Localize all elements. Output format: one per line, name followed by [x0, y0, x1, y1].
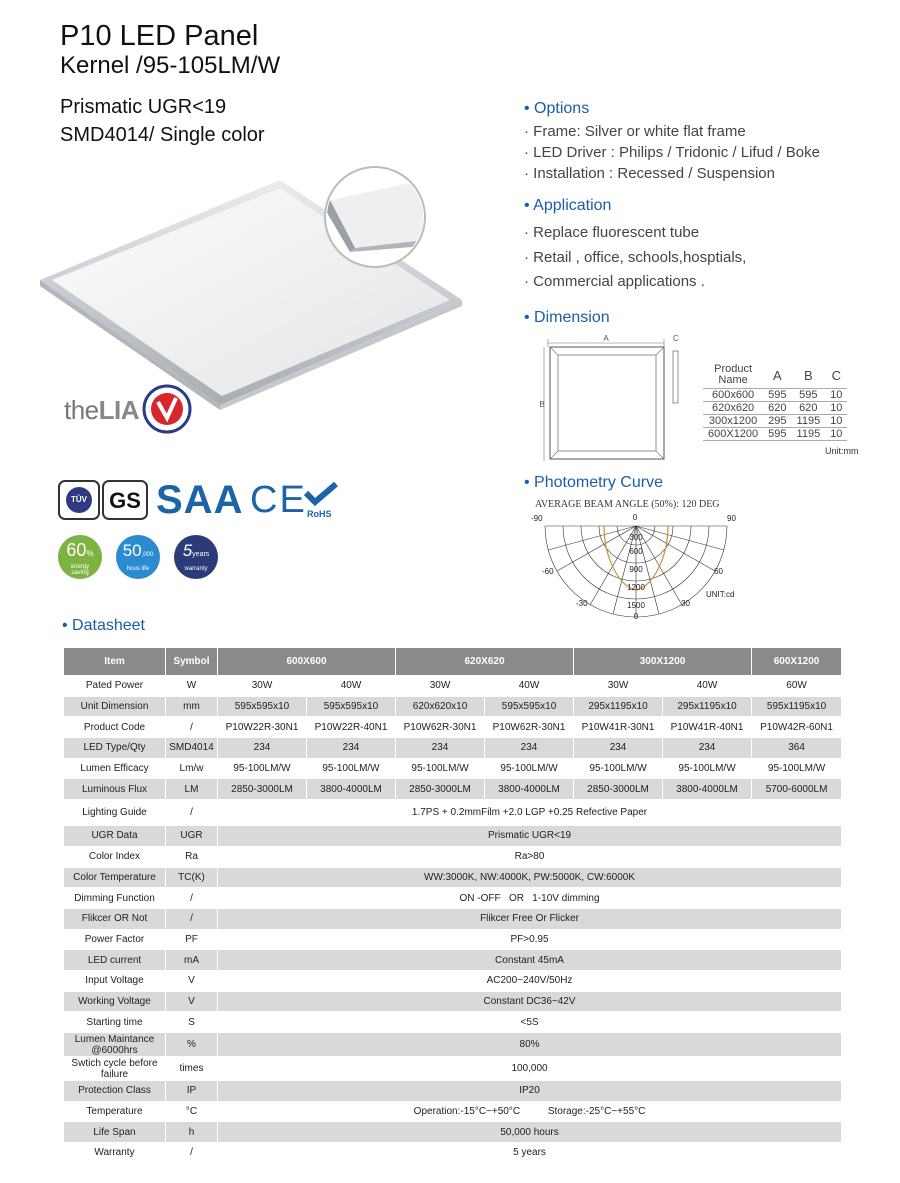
row-item: Unit Dimension: [64, 696, 166, 717]
row-item: LED Type/Qty: [64, 738, 166, 759]
row-value: P10W62R-30N1: [396, 717, 485, 738]
row-symbol: /: [166, 908, 218, 929]
row-value: 95-100LM/W: [752, 758, 842, 779]
angle-label-top-0: 0: [632, 513, 638, 522]
row-value: 2850-3000LM: [396, 779, 485, 800]
dimension-heading: • Dimension: [524, 309, 610, 326]
row-symbol: /: [166, 1143, 218, 1164]
row-value: 295x1195x10: [574, 696, 663, 717]
ce-logo: CE: [250, 479, 307, 521]
dim-label-a: A: [603, 334, 609, 343]
dim-row: [703, 402, 847, 415]
dim-cell: 10: [825, 389, 847, 402]
row-item: Color Index: [64, 846, 166, 867]
row-symbol: V: [166, 991, 218, 1012]
dim-header-c: C: [831, 368, 841, 383]
row-item: Warranty: [64, 1143, 166, 1164]
row-symbol: /: [166, 717, 218, 738]
energy-saving-line2: saving: [71, 570, 89, 576]
row-item: Flikcer OR Not: [64, 908, 166, 929]
row-value: Operation:-15°C~+50°C Storage:-25°C~+55°C: [218, 1101, 842, 1122]
table-row: [64, 970, 842, 991]
header-symbol: Symbol: [166, 648, 218, 676]
row-item: Protection Class: [64, 1081, 166, 1102]
energy-saving-value: 60: [66, 540, 87, 560]
angle-label-left-30: -30: [576, 599, 588, 608]
row-value: 234: [218, 738, 307, 759]
row-value: 50,000 hours: [218, 1122, 842, 1143]
dim-cell: 1195: [792, 428, 826, 441]
warranty-unit: years: [192, 551, 210, 558]
life-hours-label: hous life: [126, 566, 150, 572]
row-value: 234: [663, 738, 752, 759]
table-row: [64, 1143, 842, 1164]
warranty-value: 5: [182, 541, 193, 560]
application-item: · Retail , office, schools,hosptials,: [524, 249, 747, 266]
brand-logo: [64, 395, 139, 426]
dim-row: [703, 389, 847, 402]
row-item: Swtich cycle before failure: [64, 1057, 166, 1081]
table-row: [64, 779, 842, 800]
row-item: Lumen Efficacy: [64, 758, 166, 779]
row-value: 595x595x10: [218, 696, 307, 717]
page-subtitle: Kernel /95-105LM/W: [60, 52, 281, 79]
life-hours-unit: ,000: [141, 552, 154, 558]
row-value: 595x1195x10: [752, 696, 842, 717]
row-symbol: mm: [166, 696, 218, 717]
row-value: 595x595x10: [485, 696, 574, 717]
dimension-unit: Unit:mm: [825, 446, 859, 456]
table-row: [64, 888, 842, 909]
photometry-heading: • Photometry Curve: [524, 474, 663, 491]
row-symbol: W: [166, 676, 218, 697]
row-value: 5700-6000LM: [752, 779, 842, 800]
dim-row: [703, 415, 847, 428]
dim-cell: 620x620: [703, 402, 763, 415]
row-item: Lumen Maintance @6000hrs: [64, 1033, 166, 1057]
row-symbol: Lm/w: [166, 758, 218, 779]
dim-cell: 10: [825, 428, 847, 441]
row-item: Input Voltage: [64, 970, 166, 991]
ring-label: 1200: [627, 583, 645, 592]
options-item: · Installation : Recessed / Suspension: [524, 165, 775, 182]
rohs-check-icon: [303, 482, 339, 506]
row-value: P10W62R-30N1: [485, 717, 574, 738]
table-row: [64, 1033, 842, 1057]
svg-text:GS: GS: [109, 488, 141, 513]
row-value: 234: [307, 738, 396, 759]
dim-row: [703, 428, 847, 441]
table-row: [64, 867, 842, 888]
warranty-badge: [174, 535, 218, 579]
row-value: P10W42R-60N1: [752, 717, 842, 738]
row-value: P10W22R-40N1: [307, 717, 396, 738]
row-value: 30W: [574, 676, 663, 697]
row-item: Starting time: [64, 1012, 166, 1033]
table-row: [64, 846, 842, 867]
table-row: [64, 991, 842, 1012]
row-value: 95-100LM/W: [218, 758, 307, 779]
row-symbol: LM: [166, 779, 218, 800]
header-620x620: 620X620: [396, 648, 574, 676]
row-value: P10W41R-40N1: [663, 717, 752, 738]
row-value: Constant 45mA: [218, 950, 842, 971]
row-value: P10W41R-30N1: [574, 717, 663, 738]
row-value: Flikcer Free Or Flicker: [218, 908, 842, 929]
row-item: Dimming Function: [64, 888, 166, 909]
row-value: 3800-4000LM: [663, 779, 752, 800]
table-row: [64, 1081, 842, 1102]
energy-saving-badge: [58, 535, 102, 579]
row-symbol: UGR: [166, 826, 218, 847]
saa-logo: SAA: [156, 478, 244, 522]
row-value: 80%: [218, 1033, 842, 1057]
row-value: <5S: [218, 1012, 842, 1033]
dim-cell: 295: [763, 415, 791, 428]
dimension-drawing: [536, 333, 686, 463]
feature-line-1: Prismatic UGR<19: [60, 96, 227, 118]
options-heading: • Options: [524, 100, 590, 117]
row-symbol: h: [166, 1122, 218, 1143]
dim-cell: 595: [792, 389, 826, 402]
row-value: 234: [485, 738, 574, 759]
table-row: [64, 758, 842, 779]
angle-label-right-30: 30: [681, 599, 690, 608]
row-value: 40W: [307, 676, 396, 697]
row-symbol: /: [166, 800, 218, 826]
photometry-caption: AVERAGE BEAM ANGLE (50%): 120 DEG: [535, 499, 720, 510]
feature-line-2: SMD4014/ Single color: [60, 124, 265, 146]
dim-label-b: B: [539, 400, 545, 409]
dim-cell: 1195: [792, 415, 826, 428]
row-value: 100,000: [218, 1057, 842, 1081]
row-value: 234: [396, 738, 485, 759]
table-row: [64, 696, 842, 717]
row-symbol: %: [166, 1033, 218, 1057]
ring-label: 600: [629, 547, 643, 556]
dim-header-product: Product Name: [714, 363, 753, 386]
dim-cell: 620: [763, 402, 791, 415]
ring-label: 900: [629, 565, 643, 574]
row-value: Ra>80: [218, 846, 842, 867]
row-value: 595x595x10: [307, 696, 396, 717]
life-hours-badge: [116, 535, 160, 579]
row-item: Pated Power: [64, 676, 166, 697]
angle-label-bottom-0: 0: [633, 612, 639, 621]
brand-logo-text-light: the: [64, 395, 99, 425]
row-value: 95-100LM/W: [663, 758, 752, 779]
row-value: 3800-4000LM: [485, 779, 574, 800]
application-item: · Commercial applications .: [524, 273, 705, 290]
dim-cell: 300x1200: [703, 415, 763, 428]
row-item: Luminous Flux: [64, 779, 166, 800]
row-value: 95-100LM/W: [485, 758, 574, 779]
row-symbol: /: [166, 888, 218, 909]
svg-text:TÜV: TÜV: [71, 495, 87, 504]
row-symbol: IP: [166, 1081, 218, 1102]
row-symbol: S: [166, 1012, 218, 1033]
row-value: 3800-4000LM: [307, 779, 396, 800]
header-300x1200: 300X1200: [574, 648, 752, 676]
energy-saving-unit: %: [86, 549, 94, 558]
row-symbol: Ra: [166, 846, 218, 867]
photometry-unit: UNIT:cd: [706, 590, 735, 599]
row-symbol: mA: [166, 950, 218, 971]
row-symbol: times: [166, 1057, 218, 1081]
datasheet-heading: • Datasheet: [62, 617, 145, 634]
application-heading: • Application: [524, 197, 612, 214]
row-item: UGR Data: [64, 826, 166, 847]
datasheet-table: [63, 647, 842, 1164]
angle-label-right-90: 90: [727, 514, 736, 523]
brand-logo-text-bold: LIA: [98, 395, 140, 425]
row-symbol: V: [166, 970, 218, 991]
row-value: 40W: [485, 676, 574, 697]
photometry-curve-chart: [525, 510, 755, 622]
row-value: Prismatic UGR<19: [218, 826, 842, 847]
dim-cell: 600X1200: [703, 428, 763, 441]
row-value: 234: [574, 738, 663, 759]
application-item: · Replace fluorescent tube: [524, 224, 700, 241]
table-row: [64, 800, 842, 826]
row-value: IP20: [218, 1081, 842, 1102]
dim-cell: 595: [763, 389, 791, 402]
gs-logo-icon: [102, 480, 148, 520]
row-item: Life Span: [64, 1122, 166, 1143]
row-value: 620x620x10: [396, 696, 485, 717]
header-600x600: 600X600: [218, 648, 396, 676]
ring-label: 1500: [627, 601, 645, 610]
table-row: [64, 738, 842, 759]
table-row: [64, 1122, 842, 1143]
options-item: · LED Driver : Philips / Tridonic / Lifud / Boke: [524, 144, 820, 161]
table-row: [64, 1012, 842, 1033]
table-row: [64, 1057, 842, 1081]
row-item: LED current: [64, 950, 166, 971]
row-value: P10W22R-30N1: [218, 717, 307, 738]
ring-label: 300: [629, 533, 643, 542]
row-symbol: °C: [166, 1101, 218, 1122]
dim-label-c: C: [673, 334, 679, 343]
header-600x1200: 600X1200: [752, 648, 842, 676]
row-value: Constant DC36~42V: [218, 991, 842, 1012]
row-symbol: SMD4014: [166, 738, 218, 759]
table-row: [64, 717, 842, 738]
dim-cell: 10: [825, 402, 847, 415]
page-title: P10 LED Panel: [60, 20, 259, 52]
row-value: 2850-3000LM: [574, 779, 663, 800]
options-item: · Frame: Silver or white flat frame: [524, 123, 746, 140]
row-symbol: PF: [166, 929, 218, 950]
dim-cell: 595: [763, 428, 791, 441]
row-value: 364: [752, 738, 842, 759]
row-value: 40W: [663, 676, 752, 697]
row-value: 95-100LM/W: [574, 758, 663, 779]
table-row: [64, 1101, 842, 1122]
row-value: WW:3000K, NW:4000K, PW:5000K, CW:6000K: [218, 867, 842, 888]
table-row: [64, 929, 842, 950]
row-value: AC200~240V/50Hz: [218, 970, 842, 991]
row-item: Color Temperature: [64, 867, 166, 888]
row-value: 2850-3000LM: [218, 779, 307, 800]
dim-cell: 10: [825, 415, 847, 428]
table-row: [64, 676, 842, 697]
row-item: Product Code: [64, 717, 166, 738]
dim-cell: 600x600: [703, 389, 763, 402]
row-value: PF>0.95: [218, 929, 842, 950]
row-value: 30W: [218, 676, 307, 697]
rohs-label: RoHS: [307, 509, 332, 519]
table-row: [64, 908, 842, 929]
angle-label-left-60: -60: [542, 567, 554, 576]
dimension-table: [703, 364, 847, 441]
angle-label-left-90: -90: [531, 514, 543, 523]
dim-header-a: A: [773, 368, 782, 383]
row-item: Lighting Guide: [64, 800, 166, 826]
dim-cell: 620: [792, 402, 826, 415]
energy-saving-line1: energy: [70, 564, 90, 570]
angle-label-right-60: 60: [714, 567, 723, 576]
row-value: 5 years: [218, 1143, 842, 1164]
lia-seal-icon: [142, 384, 192, 434]
row-value: 60W: [752, 676, 842, 697]
row-value: 95-100LM/W: [396, 758, 485, 779]
row-symbol: TC(K): [166, 867, 218, 888]
row-value: ON -OFF OR 1-10V dimming: [218, 888, 842, 909]
dim-header-b: B: [804, 368, 813, 383]
row-value: 1.7PS + 0.2mmFilm +2.0 LGP +0.25 Refective Paper: [218, 800, 842, 826]
row-item: Power Factor: [64, 929, 166, 950]
table-row: [64, 950, 842, 971]
row-value: 295x1195x10: [663, 696, 752, 717]
table-row: [64, 826, 842, 847]
row-item: Temperature: [64, 1101, 166, 1122]
tuv-logo-icon: [58, 480, 100, 520]
row-value: 95-100LM/W: [307, 758, 396, 779]
row-item: Working Voltage: [64, 991, 166, 1012]
row-value: 30W: [396, 676, 485, 697]
warranty-label: warranty: [184, 566, 208, 572]
life-hours-value: 50: [122, 541, 142, 560]
header-item: Item: [64, 648, 166, 676]
